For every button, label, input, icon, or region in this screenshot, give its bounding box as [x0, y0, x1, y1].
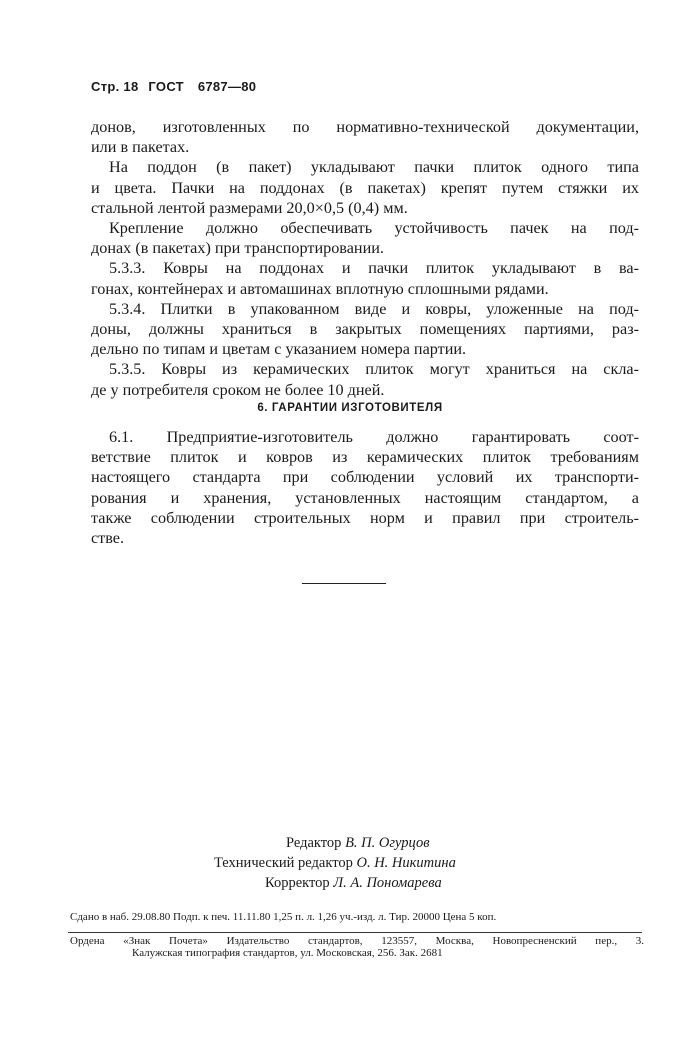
text-line: гонах, контейнерах и автомашинах вплотную сплошными рядами. — [91, 279, 549, 298]
text-line: 5.3.3. Ковры на поддонах и пачки плиток укладывают в ва- — [109, 259, 639, 278]
text-line: На поддон (в пакет) укладывают пачки плиток одного типа — [109, 158, 639, 177]
corrector-name: Л. А. Пономарева — [333, 875, 442, 891]
body-text — [91, 117, 639, 400]
imprint-rule — [68, 932, 642, 933]
tech-editor-name: О. Н. Никитина — [356, 855, 456, 871]
publisher-info — [70, 935, 644, 959]
editor-role: Редактор — [286, 835, 342, 851]
corrector-role: Корректор — [265, 875, 330, 891]
text-line: настоящего стандарта при соблюдении условий их транспорти- — [91, 468, 639, 487]
credit-corrector — [265, 873, 442, 893]
text-line: донов, изготовленных по нормативно-технической документации, — [91, 118, 639, 136]
text-line: ветствие плиток и ковров из керамических плиток требованиям — [91, 448, 639, 467]
text-line: доны, должны храниться в закрытых помещениях партиями, раз- — [91, 320, 639, 339]
text-line: де у потребителя сроком не более 10 дней. — [91, 380, 385, 399]
text-line: донах (в пакетах) при транспортировании. — [91, 239, 384, 258]
tech-editor-role: Технический редактор — [214, 855, 353, 871]
credit-editor — [286, 833, 430, 853]
standard-label: ГОСТ — [148, 79, 184, 94]
text-line: Крепление должно обеспечивать устойчивость пачек на под- — [109, 219, 639, 238]
text-line: или в пакетах. — [91, 138, 190, 157]
page-number: Стр. 18 — [91, 79, 139, 94]
editor-name: В. П. Огурцов — [345, 835, 430, 851]
text-line: также соблюдении строительных норм и правил при строитель- — [91, 508, 639, 527]
imprint-line: Сдано в наб. 29.08.80 Подп. к печ. 11.11.80 1,25 п. л. 1,26 уч.-изд. л. Тир. 20000 Цена 5 коп. — [70, 911, 497, 923]
text-line: рования и хранения, установленных настоящим стандартом, а — [91, 488, 639, 507]
text-line: 5.3.5. Ковры из керамических плиток могут храниться на скла- — [109, 360, 639, 379]
section-body — [91, 427, 639, 548]
publisher-line-1: Ордена «Знак Почета» Издательство стандартов, 123557, Москва, Новопресненский пер., 3. — [70, 935, 644, 947]
text-line: стве. — [91, 529, 125, 548]
credit-tech-editor — [214, 853, 456, 873]
text-line: 6.1. Предприятие-изготовитель должно гарантировать соот- — [109, 428, 639, 446]
publisher-line-2: Калужская типография стандартов, ул. Московская, 256. Зак. 2681 — [132, 947, 443, 959]
standard-number: 6787—80 — [197, 79, 257, 94]
page-header — [91, 79, 262, 94]
section-title: 6. ГАРАНТИИ ИЗГОТОВИТЕЛЯ — [257, 402, 443, 414]
text-line: стальной лентой размерами 20,0×0,5 (0,4) мм. — [91, 198, 408, 217]
text-line: 5.3.4. Плитки в упакованном виде и ковры, уложенные на под- — [109, 299, 639, 318]
text-line: и цвета. Пачки на поддонах (в пакетах) крепят путем стяжки их — [91, 178, 639, 197]
text-line: дельно по типам и цветам с указанием номера партии. — [91, 340, 467, 359]
divider-rule — [302, 583, 386, 584]
